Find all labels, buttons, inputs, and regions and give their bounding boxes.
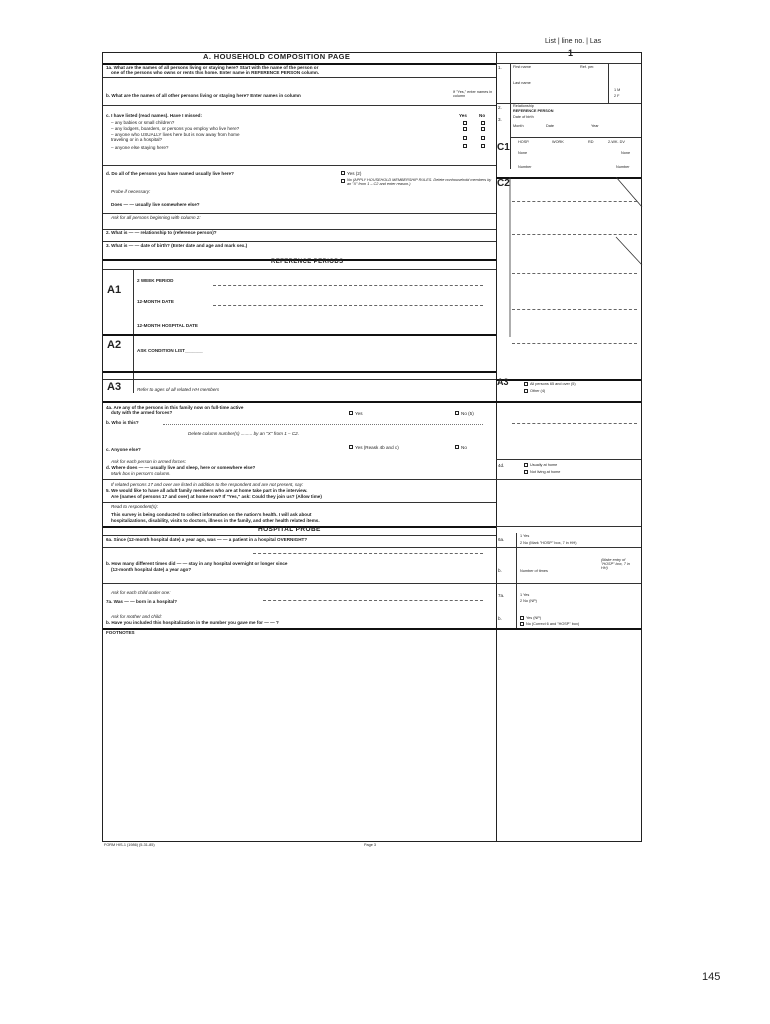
- question-1d: d. Do all of the persons you have named usually live here?: [106, 171, 234, 176]
- q1d-yes-label: Yes (2): [347, 171, 362, 176]
- c1-label: C1: [497, 142, 510, 153]
- hosp-label: HOSP.: [518, 140, 530, 144]
- r7b-label: b.: [498, 616, 502, 621]
- q4a-yes-checkbox[interactable]: [349, 411, 353, 415]
- survey-statement-cont: hospitalizations, disability, visits to doctors, illness in the family, and other health related items.: [111, 518, 320, 523]
- form-right-column: [496, 48, 641, 841]
- r7b-yes-checkbox[interactable]: [520, 616, 524, 620]
- ref-per-label: Ref. per.: [580, 65, 595, 69]
- c2-yes-checkbox[interactable]: [463, 127, 467, 131]
- read-to-respondent: Read to respondent(s):: [111, 504, 158, 509]
- question-4d: d. Where does — — usually live and sleep, here or somewhere else?: [106, 465, 256, 470]
- question-4b: b. Who is this?: [106, 420, 139, 425]
- r4d-opt1-label: Usually at home: [530, 463, 558, 467]
- twelve-month-hospital-date: 12-MONTH HOSPITAL DATE: [137, 323, 198, 328]
- last-name-label: Last name: [513, 81, 531, 85]
- r7b-no-checkbox[interactable]: [520, 622, 524, 626]
- ask-armed-note: Ask for each person in armed forces:: [111, 459, 187, 464]
- work-label: WORK: [552, 140, 564, 144]
- date-label: Date: [546, 124, 555, 128]
- r6a-yes[interactable]: 1 Yes: [520, 534, 530, 538]
- section-a-title: A. HOUSEHOLD COMPOSITION PAGE: [203, 52, 351, 61]
- q5-question: 5. We would like to have all adult family members who are at home take part in the interview.: [106, 488, 308, 493]
- r3-label: 3.: [498, 117, 502, 122]
- a3-opt1-label: All persons 65 and over (5): [530, 382, 576, 386]
- relationship-label: Relationship: [513, 104, 534, 108]
- a3-opt2-checkbox[interactable]: [524, 389, 528, 393]
- c-item-5: – anyone else staying here?: [111, 145, 169, 150]
- question-6a: 6a. Since (12-month hospital date) a year ago, was — — a patient in a hospital OVERNIGHT?: [106, 537, 308, 542]
- no-header: No: [479, 113, 486, 118]
- q5-question-cont: Are (names of persons 17 and over) at home now? If "Yes," ask: Could they join us? (Allow time): [111, 494, 322, 499]
- year-label: Year: [591, 124, 599, 128]
- page-label: Page 3: [364, 843, 377, 847]
- column-header-label: List | line no. | Las: [545, 38, 602, 45]
- question-1b: b. What are the names of all other persons living or staying here? Enter names in column: [106, 93, 301, 98]
- r1-label: 1.: [498, 65, 502, 70]
- ask-child-note: Ask for each child under one:: [111, 590, 171, 595]
- r6b-note: (Make entry of "HOSP" box, 7 in HH): [601, 558, 630, 570]
- question-1a-cont: one of the persons who owns or rents this home. Enter name in REFERENCE PERSON column.: [111, 70, 320, 75]
- question-1a: 1a. What are the names of all persons living or staying here? Start with the name of the person or: [106, 65, 319, 70]
- c4-no-checkbox[interactable]: [481, 144, 485, 148]
- q4c-no-label: No: [461, 445, 467, 450]
- r4d-label: 4d.: [498, 463, 505, 468]
- c-item-4: traveling or in a hospital?: [111, 137, 163, 142]
- a3-opt1-checkbox[interactable]: [524, 382, 528, 386]
- q1d-no-label: No (APPLY HOUSEHOLD MEMBERSHIP RULES. Delete nonhousehold members by an "X" from 1 – C2 and enter reason.): [347, 178, 492, 186]
- twelve-month-date: 12-MONTH DATE: [137, 299, 174, 304]
- c3-yes-checkbox[interactable]: [463, 136, 467, 140]
- column-number: 1: [568, 48, 574, 58]
- dob-label: Date of birth: [513, 115, 534, 119]
- c4-yes-checkbox[interactable]: [463, 144, 467, 148]
- c1-yes-checkbox[interactable]: [463, 121, 467, 125]
- question-3: 3. What is — — date of birth? (Enter date and age and mark sex.): [106, 243, 248, 248]
- q1d-yes-checkbox[interactable]: [341, 171, 345, 175]
- question-7b: b. Have you included this hospitalization in the number you gave me for — — ?: [106, 620, 279, 625]
- a3-opt2-label: Other (4): [530, 389, 546, 393]
- q4a-no-checkbox[interactable]: [455, 411, 459, 415]
- does-question: Does — — usually live somewhere else?: [111, 202, 200, 207]
- c2-no-checkbox[interactable]: [481, 127, 485, 131]
- q1d-no-checkbox[interactable]: [341, 179, 345, 183]
- number-label-2: Number: [616, 165, 630, 169]
- c1-no-checkbox[interactable]: [481, 121, 485, 125]
- yes-header: Yes: [459, 113, 467, 118]
- q4d-note: Mark box in person's column.: [111, 471, 171, 476]
- c2-label: C2: [497, 178, 510, 189]
- r6b-number: Number of times: [520, 569, 548, 573]
- question-4c: c. Anyone else?: [106, 447, 141, 452]
- r7a-no[interactable]: 2 No (NP): [520, 599, 537, 603]
- ask-mother-note: Ask for mother and child:: [111, 614, 162, 619]
- footnotes-label: FOOTNOTES: [106, 630, 135, 635]
- two-week-period: 2 WEEK PERIOD: [137, 278, 174, 283]
- r6a-label: 6a.: [498, 537, 505, 542]
- none-label: None: [518, 151, 528, 155]
- household-form: [102, 48, 642, 842]
- r4d-opt1-checkbox[interactable]: [524, 463, 528, 467]
- r7b-no-label: No (Correct 6 and "HOSP" box): [526, 622, 580, 626]
- a3-text: Refer to ages of all related HH members: [137, 387, 220, 392]
- q4c-yes-label: Yes (Reask 4b and c): [355, 445, 399, 450]
- a1-label: A1: [107, 284, 122, 296]
- a2-text: ASK CONDITION LIST_______: [137, 348, 203, 353]
- question-4a: 4a. Are any of the persons in this family now on full-time active: [106, 405, 244, 410]
- c-item-1: – any babies or small children?: [111, 120, 175, 125]
- r2-label: 2.: [498, 105, 502, 110]
- sex-m[interactable]: 1 M: [614, 88, 621, 92]
- r6b-label: b.: [498, 568, 502, 573]
- q4a-yes-label: Yes: [355, 411, 363, 416]
- r7a-yes[interactable]: 1 Yes: [520, 593, 530, 597]
- question-6b-cont: (12-month hospital date) a year ago?: [111, 567, 192, 572]
- r4d-opt2-checkbox[interactable]: [524, 470, 528, 474]
- c-item-3: – anyone who USUALLY lives here but is now away from home: [111, 132, 240, 137]
- question-6b: b. How many different times did — — stay in any hospital overnight or longer since: [106, 561, 288, 566]
- none-label-2: None: [621, 151, 631, 155]
- number-label: Number: [518, 165, 532, 169]
- r6a-no[interactable]: 2 No (Mark "HOSP" box, 7 in HH): [520, 541, 577, 545]
- q4c-no-checkbox[interactable]: [455, 445, 459, 449]
- form-number: FORM HIS-1 (1986) (5-31-85): [104, 843, 155, 847]
- month-label: Month: [513, 124, 524, 128]
- sex-f[interactable]: 2 F: [614, 94, 620, 98]
- r7b-yes-label: Yes (NP): [526, 616, 542, 620]
- survey-statement: This survey is being conducted to collect information on the nation's health. I will ask about: [111, 512, 312, 517]
- c-item-2: – any lodgers, boarders, or persons you employ who live here?: [111, 126, 240, 131]
- probe-label: Probe if necessary:: [111, 189, 151, 194]
- a3-label: A3: [107, 381, 122, 393]
- question-4a-cont: duty with the armed forces?: [111, 410, 173, 415]
- question-1c: c. I have listed (read names). Have I missed:: [106, 113, 202, 118]
- c3-no-checkbox[interactable]: [481, 136, 485, 140]
- hospital-probe-title: HOSPITAL PROBE: [258, 526, 321, 533]
- first-name-label: First name: [513, 65, 531, 69]
- a3-right-label: A3: [497, 377, 509, 387]
- r4d-opt2-label: Not living at home: [530, 470, 561, 474]
- reference-periods-title: REFERENCE PERIODS: [271, 259, 344, 265]
- reference-person-label: REFERENCE PERSON: [513, 109, 554, 113]
- q5-intro: If related persons 17 and over are listed in addition to the respondent and are not present, say:: [111, 482, 304, 487]
- r7a-label: 7a.: [498, 593, 505, 598]
- q4b-note: Delete column number(s) ......... by an "X" from 1 – C2.: [188, 431, 300, 436]
- ask-all-note: Ask for all persons beginning with column 2:: [111, 215, 201, 220]
- q4c-yes-checkbox[interactable]: [349, 445, 353, 449]
- q4a-no-label: No (5): [461, 411, 474, 416]
- question-2: 2. What is — — relationship to (reference person)?: [106, 230, 217, 235]
- rd-label: RD: [588, 140, 594, 144]
- page-number: 145: [702, 971, 721, 983]
- a2-label: A2: [107, 339, 122, 351]
- two-wk-dv-label: 2-WK. DV: [608, 140, 625, 144]
- question-7a: 7a. Was — — born in a hospital?: [106, 599, 178, 604]
- question-1b-note: If "Yes," enter names in column: [453, 90, 493, 98]
- form-left-column: [103, 53, 497, 841]
